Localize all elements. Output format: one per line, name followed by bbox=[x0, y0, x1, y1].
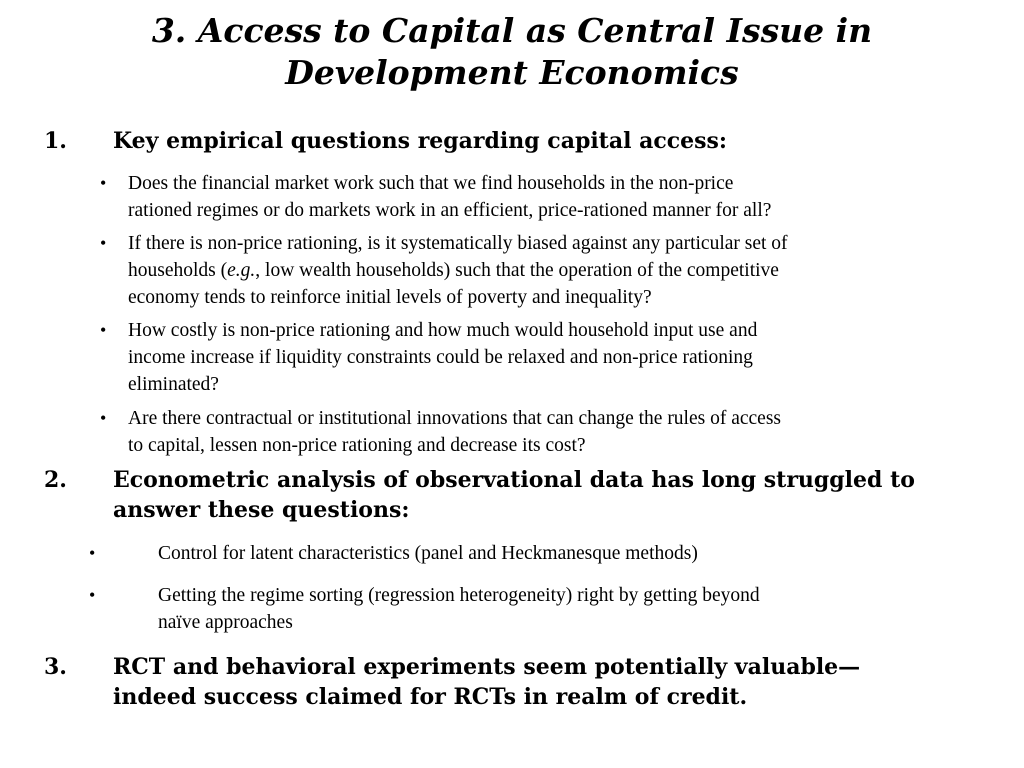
bullet-text bbox=[158, 540, 698, 567]
bullet-line: Control for latent characteristics (panel and Heckmanesque methods) bbox=[158, 543, 698, 564]
section-heading-line: answer these questions: bbox=[113, 497, 410, 523]
bullet-line: Getting the regime sorting (regression heterogeneity) right by getting beyond bbox=[158, 585, 760, 606]
section-number: 2. bbox=[44, 467, 67, 493]
bullet-line: How costly is non-price rationing and how much would household input use and bbox=[128, 320, 758, 341]
bullet-text bbox=[128, 170, 771, 224]
section-heading-line: indeed success claimed for RCTs in realm of credit. bbox=[113, 684, 748, 710]
bullet-text bbox=[128, 405, 781, 459]
slide-title-line: Development Economics bbox=[285, 53, 739, 92]
bullet-dot: • bbox=[89, 585, 96, 605]
section-heading bbox=[113, 465, 993, 525]
bullet-line: naïve approaches bbox=[158, 612, 293, 633]
section-number: 1. bbox=[44, 128, 67, 154]
bullet-text bbox=[128, 317, 757, 398]
bullet-dot: • bbox=[100, 408, 107, 428]
section-heading-line: Key empirical questions regarding capital access: bbox=[113, 128, 728, 154]
bullet-line: households (e.g., low wealth households) such that the operation of the competitive bbox=[128, 260, 779, 281]
slide-title-line: 3. Access to Capital as Central Issue in bbox=[151, 11, 873, 50]
bullet-line: to capital, lessen non-price rationing and decrease its cost? bbox=[128, 435, 586, 456]
bullet-dot: • bbox=[100, 320, 107, 340]
bullet-line: eliminated? bbox=[128, 374, 219, 395]
slide-title bbox=[40, 10, 984, 94]
section-heading-line: Econometric analysis of observational data has long struggled to bbox=[113, 467, 915, 493]
bullet-text bbox=[158, 582, 760, 636]
section-number: 3. bbox=[44, 654, 67, 680]
section-heading-line: RCT and behavioral experiments seem potentially valuable— bbox=[113, 654, 861, 680]
bullet-line: Are there contractual or institutional innovations that can change the rules of access bbox=[128, 408, 782, 429]
bullet-line: If there is non-price rationing, is it systematically biased against any particular set of bbox=[128, 233, 788, 254]
bullet-line: rationed regimes or do markets work in an efficient, price-rationed manner for all? bbox=[128, 200, 772, 221]
bullet-dot: • bbox=[89, 543, 96, 563]
section-heading bbox=[113, 126, 993, 156]
section-heading bbox=[113, 652, 993, 712]
bullet-line: economy tends to reinforce initial levels of poverty and inequality? bbox=[128, 287, 652, 308]
bullet-text bbox=[128, 230, 788, 311]
bullet-dot: • bbox=[100, 173, 107, 193]
bullet-line: income increase if liquidity constraints could be relaxed and non-price rationing bbox=[128, 347, 753, 368]
bullet-line: Does the financial market work such that we find households in the non-price bbox=[128, 173, 734, 194]
bullet-dot: • bbox=[100, 233, 107, 253]
